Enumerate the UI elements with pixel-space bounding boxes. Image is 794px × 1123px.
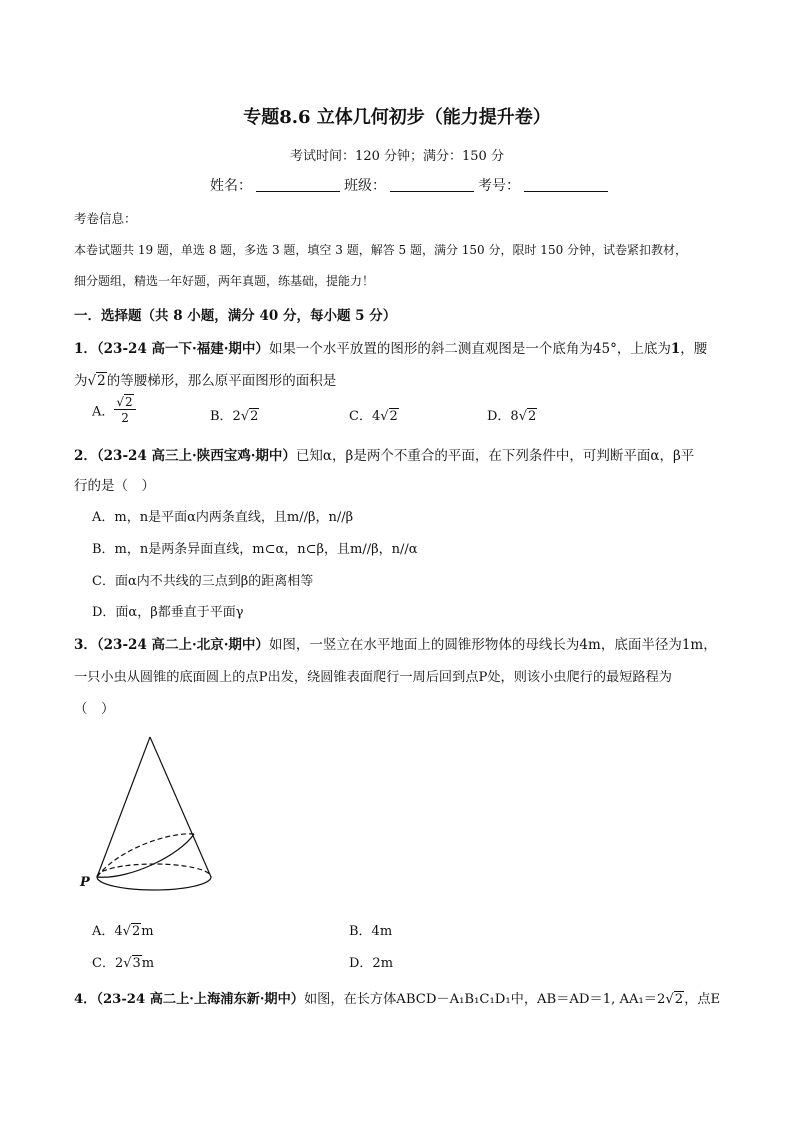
q2-source: （23-24 高三上·陕西宝鸡·期中） [96, 448, 296, 464]
q3-source: （23-24 高二上·北京·期中） [96, 637, 269, 653]
q1-source: （23-24 高一下·福建·期中） [96, 341, 269, 357]
name-blank [256, 177, 340, 192]
q1-line-2 [74, 369, 336, 389]
q4-text-a: 如图，在长方体ABCD－A₁B₁C₁D₁中，AB＝AD＝1, AA₁＝2 [303, 992, 666, 1007]
cone-right-generator [150, 737, 211, 877]
q3-option-a-text: A．4 [92, 924, 123, 939]
q3-option-a-radicand: 2 [131, 924, 141, 939]
q3-option-c-text: C．2 [92, 956, 124, 971]
q1-option-b-text: B．2 [210, 409, 241, 424]
q1-option-c-text: C．4 [349, 409, 381, 424]
q2-line-1 [74, 444, 694, 464]
bug-path-back [97, 834, 194, 877]
q3-text-a: 如图，一竖立在水平地面上的圆锥形物体的母线长为4m，底面半径为1m， [268, 637, 717, 653]
q1-number: 1． [74, 341, 97, 357]
q1-option-b[interactable]: B．2√2 [210, 409, 259, 424]
q4-source: （23-24 高二上·上海浦东新·期中） [96, 992, 304, 1007]
q1-option-d[interactable]: D．8√2 [487, 409, 537, 424]
q3-option-c-unit: m [141, 956, 155, 971]
bug-path-front [97, 834, 194, 877]
q2-number: 2． [74, 448, 97, 464]
q1-option-a-label: A． [92, 404, 115, 420]
q1-text-c: 为 [74, 373, 88, 389]
cone-base-back [97, 864, 211, 877]
q2-option-a[interactable]: A．m，n是平面α内两条直线，且m//β，n//β [92, 510, 354, 525]
q1-text-b: ，腰 [680, 341, 708, 357]
q3-line-2: 一只小虫从圆锥的底面圆上的点P出发，绕圆锥表面爬行一周后回到点P处，则该小虫爬行的最短路程为 [74, 670, 672, 685]
q4-number: 4． [74, 992, 97, 1007]
q1-option-a-numerator: 2 [125, 395, 133, 409]
info-line-1: 本卷试题共 19 题，单选 8 题，多选 3 题，填空 3 题，解答 5 题，满分 150 分，限时 150 分钟，试卷紧扣教材， [74, 243, 688, 257]
q1-option-b-radicand: 2 [250, 409, 259, 424]
q1-option-a-fraction: $\frac{√2}{2}$ [114, 396, 135, 424]
q1-option-a-denominator: 2 [121, 411, 129, 425]
q1-option-c[interactable]: C．4√2 [349, 409, 398, 424]
cone-drawing [97, 737, 211, 890]
cone-figure [70, 730, 230, 900]
q1-sqrt-radicand: 2 [97, 373, 106, 389]
q3-number: 3． [74, 637, 97, 653]
q2-text-a: 已知α，β是两个不重合的平面，在下列条件中，可判断平面α，β平 [295, 448, 695, 464]
class-blank [390, 177, 474, 192]
q3-option-a-unit: m [141, 924, 154, 939]
name-label: 姓名： [210, 178, 252, 194]
q3-option-c-radicand: 3 [132, 956, 141, 971]
q4-radicand: 2 [674, 992, 684, 1007]
q3-option-c[interactable]: C．2√3m [92, 956, 155, 971]
q1-line-1 [74, 337, 707, 357]
point-p-label: P [80, 875, 90, 890]
q1-text-bold: 1 [670, 341, 681, 357]
q3-option-d[interactable]: D．2m [349, 956, 394, 971]
q2-option-c[interactable]: C．面α内不共线的三点到β的距离相等 [92, 574, 314, 589]
info-heading: 考卷信息： [74, 211, 137, 226]
q3-option-b[interactable]: B．4m [349, 924, 393, 939]
info-line-2: 细分题组，精选一年好题，两年真题，练基础，提能力！ [74, 274, 375, 288]
class-label: 班级： [344, 178, 386, 194]
student-info-line [210, 175, 612, 195]
exam-time: 考试时间：120 分钟；满分：150 分 [290, 149, 504, 164]
q4-text-b: ，点E [684, 992, 721, 1007]
cone-left-generator [97, 737, 150, 877]
q1-text-a: 如果一个水平放置的图形的斜二测直观图是一个底角为45°，上底为 [268, 341, 671, 357]
q2-option-d[interactable]: D．面α，β都垂直于平面γ [92, 605, 244, 620]
q1-text-d: 的等腰梯形，那么原平面图形的面积是 [106, 373, 337, 389]
q3-line-3: （ ） [74, 701, 115, 717]
id-label: 考号： [478, 178, 520, 194]
q1-option-d-text: D．8 [487, 409, 519, 424]
q2-line-2: 行的是（ ） [74, 478, 155, 494]
cone-base-front [97, 877, 211, 890]
q3-option-a[interactable]: A．4√2m [92, 924, 154, 939]
q2-option-b[interactable]: B．m，n是两条异面直线，m⊂α，n⊂β，且m//β，n//α [92, 542, 418, 557]
section-1-title: 一．选择题（共 8 小题，满分 40 分，每小题 5 分） [74, 308, 397, 324]
q3-line-1 [74, 633, 717, 653]
q1-option-d-radicand: 2 [528, 409, 537, 424]
q1-option-a[interactable] [92, 396, 136, 424]
id-blank [524, 177, 608, 192]
q1-option-c-radicand: 2 [389, 409, 398, 424]
q4-line-1: 4．（23-24 高二上·上海浦东新·期中）如图，在长方体ABCD－A₁B₁C₁D₁中，AB＝AD＝1, AA₁＝2√2，点E [74, 992, 721, 1007]
q1-sqrt: √2 [87, 373, 106, 389]
page-title: 专题8.6 立体几何初步（能力提升卷） [243, 107, 551, 128]
